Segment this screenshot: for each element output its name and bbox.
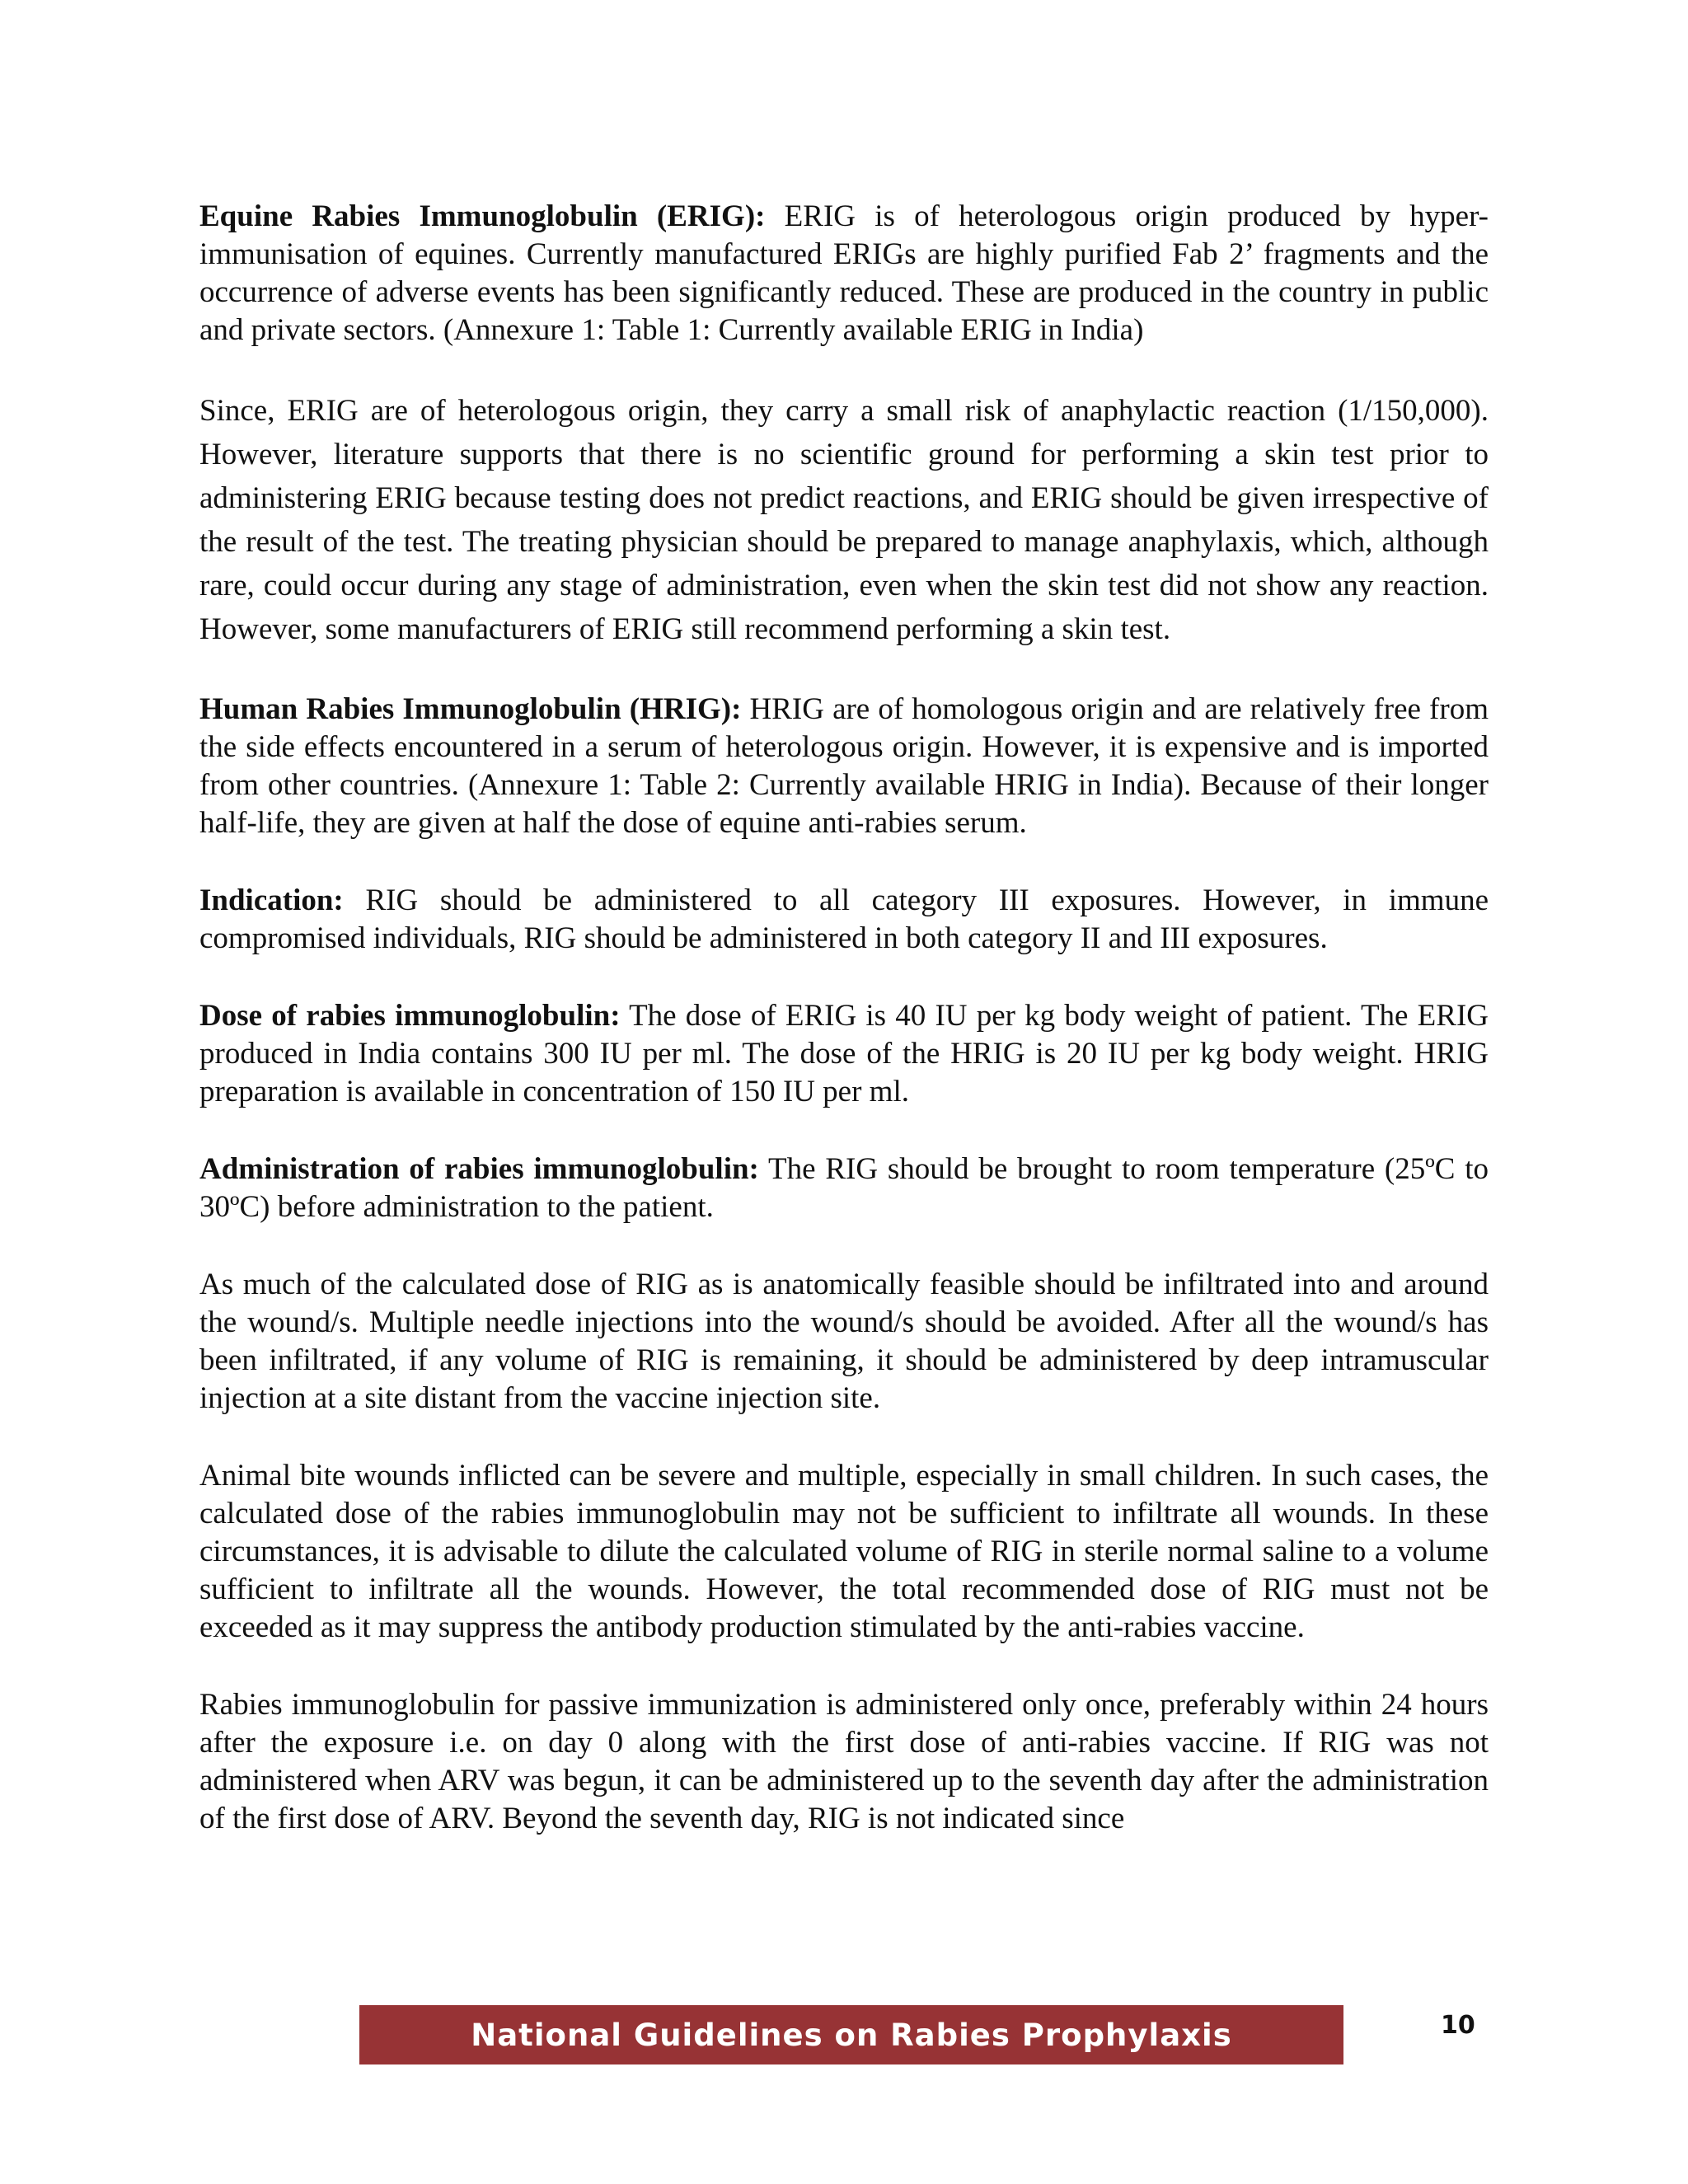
text-multiple-wounds: Animal bite wounds inflicted can be severe and multiple, especially in small children. In such cases, the calculated dose of the rabies immunoglobulin may not be sufficient to infiltrate all wounds. In these circumstances, it is advisable to dilute the calculated volume of RIG in sterile normal saline to a volume sufficient to infiltrate all the wounds. However, the total recommended dose of RIG must not be exceeded as it may suppress the antibody production stimulated by the anti-rabies vaccine. xyxy=(199,1459,1489,1644)
heading-hrig: Human Rabies Immunoglobulin (HRIG): xyxy=(199,692,742,726)
heading-erig: Equine Rabies Immunoglobulin (ERIG): xyxy=(199,199,766,233)
heading-administration: Administration of rabies immunoglobulin: xyxy=(199,1152,759,1186)
paragraph-multiple-wounds xyxy=(199,1457,1489,1647)
document-body xyxy=(199,198,1489,1877)
footer-title: National Guidelines on Rabies Prophylaxis xyxy=(471,2017,1232,2053)
text-erig: ERIG is of heterologous origin produced by hyper-immunisation of equines. Currently manufactured ERIGs are highly purified Fab 2’ fragments and the occurrence of adverse events has been significantly reduced. These are produced in the country in public and private sectors. (Annexure 1: Table 1: Currently available ERIG in India) xyxy=(199,199,1489,347)
paragraph-infiltration xyxy=(199,1266,1489,1418)
text-hrig: HRIG are of homologous origin and are relatively free from the side effects encountered in a serum of heterologous origin. However, it is expensive and is imported from other countries. (Annexure 1: Table 2: Currently available HRIG in India). Because of their longer half-life, they are given at half the dose of equine anti-rabies serum. xyxy=(199,692,1489,840)
paragraph-dose xyxy=(199,997,1489,1111)
text-infiltration: As much of the calculated dose of RIG as is anatomically feasible should be infiltrated into and around the wound/s. Multiple needle injections into the wound/s should be avoided. After all the wound/s has been infiltrated, if any volume of RIG is remaining, it should be administered by deep intramuscular injection at a site distant from the vaccine injection site. xyxy=(199,1268,1489,1415)
text-erig-anaphylaxis: Since, ERIG are of heterologous origin, they carry a small risk of anaphylactic reaction (1/150,000). However, literature supports that there is no scientific ground for performing a skin test prior to administering ERIG because testing does not predict reactions, and ERIG should be given irrespective of the result of the test. The treating physician should be prepared to manage anaphylaxis, which, although rare, could occur during any stage of administration, even when the skin test did not show any reaction. However, some manufacturers of ERIG still recommend performing a skin test. xyxy=(199,394,1489,646)
text-administration: The RIG should be brought to room temperature (25ºC to 30ºC) before administration to the patient. xyxy=(199,1152,1489,1224)
paragraph-indication xyxy=(199,882,1489,958)
paragraph-hrig xyxy=(199,691,1489,842)
paragraph-erig-anaphylaxis xyxy=(199,389,1489,651)
footer-banner xyxy=(359,2005,1343,2064)
text-dose: The dose of ERIG is 40 IU per kg body weight of patient. The ERIG produced in India contains 300 IU per ml. The dose of the HRIG is 20 IU per kg body weight. HRIG preparation is available in concentration of 150 IU per ml. xyxy=(199,999,1489,1108)
heading-dose: Dose of rabies immunoglobulin: xyxy=(199,999,621,1033)
paragraph-administration xyxy=(199,1151,1489,1226)
text-indication: RIG should be administered to all category III exposures. However, in immune compromised individuals, RIG should be administered in both category II and III exposures. xyxy=(199,883,1489,955)
page-number: 10 xyxy=(1441,2011,1475,2040)
paragraph-timing xyxy=(199,1686,1489,1838)
paragraph-erig xyxy=(199,198,1489,349)
text-timing: Rabies immunoglobulin for passive immunization is administered only once, preferably within 24 hours after the exposure i.e. on day 0 along with the first dose of anti-rabies vaccine. If RIG was not administered when ARV was begun, it can be administered up to the seventh day after the administration of the first dose of ARV. Beyond the seventh day, RIG is not indicated since xyxy=(199,1688,1489,1835)
heading-indication: Indication: xyxy=(199,883,344,917)
